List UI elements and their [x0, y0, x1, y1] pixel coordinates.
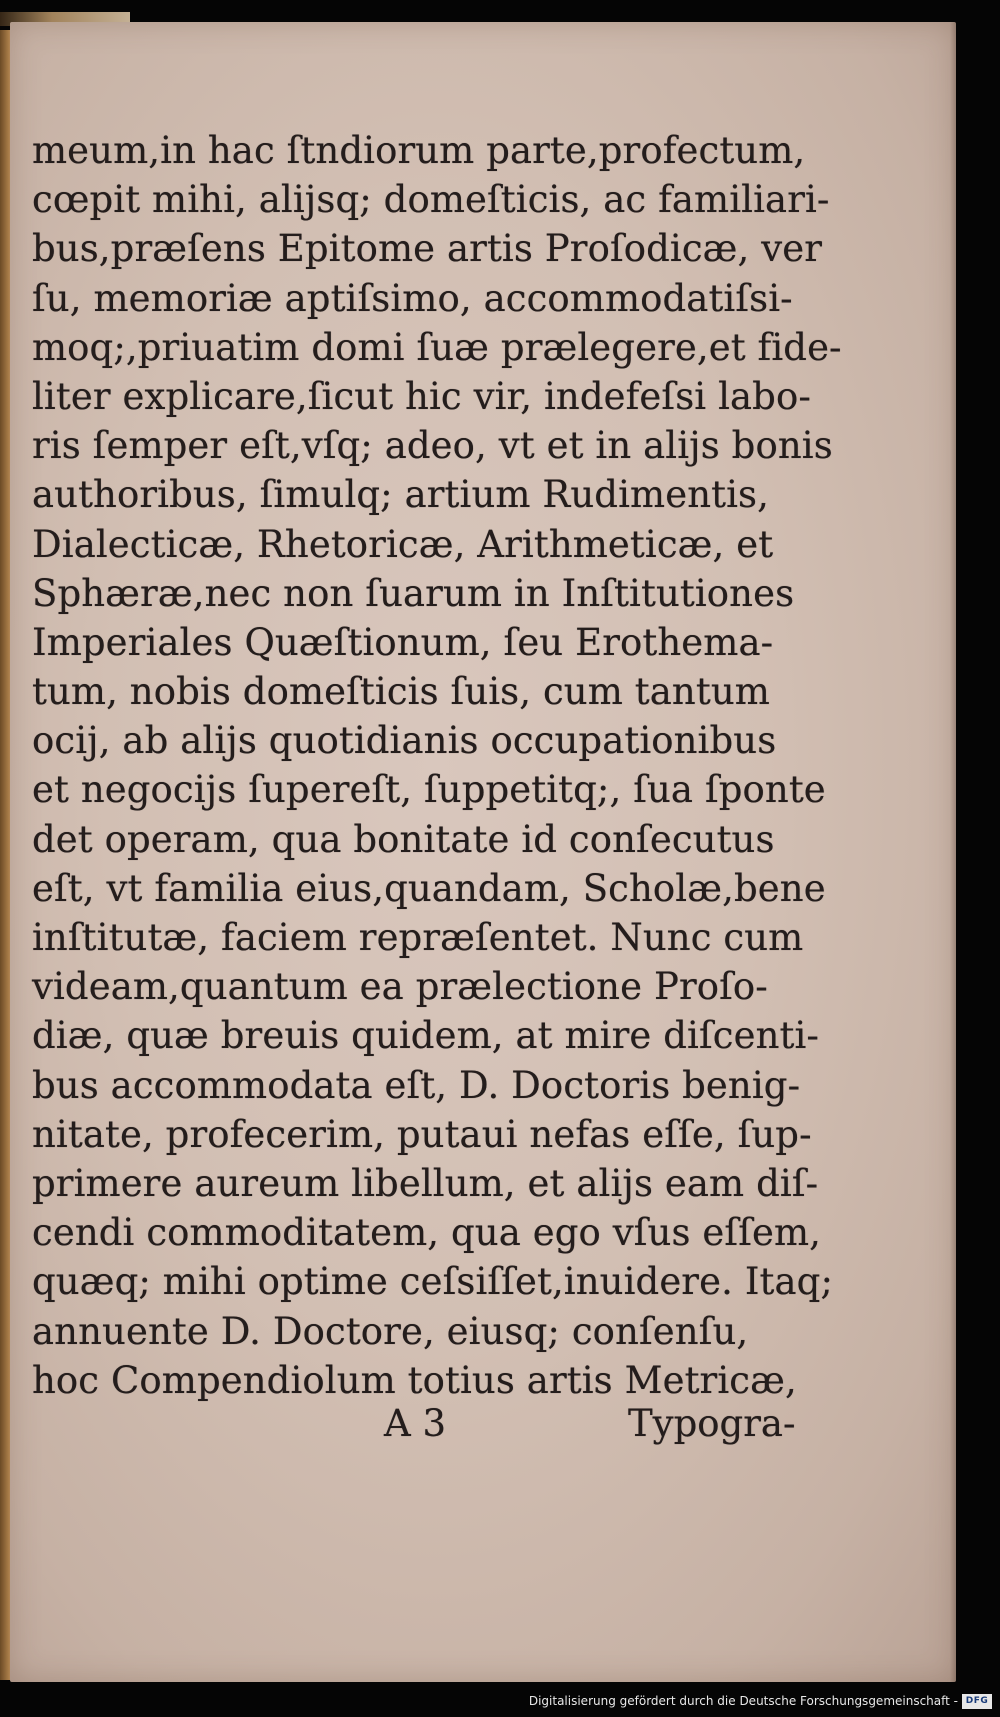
- text-line: meum,in hac ſtndiorum parte,profectum,: [32, 129, 806, 172]
- text-line: bus accommodata eſt, D. Doctoris benig-: [32, 1063, 801, 1107]
- text-line: det operam, qua bonitate id conſecutus: [32, 817, 775, 861]
- text-line: diæ, quæ breuis quidem, at mire diſcenti-: [32, 1014, 820, 1058]
- text-line: cœpit mihi, aliјsq; domeſticis, ac familiari-: [32, 178, 830, 222]
- text-line: inſtitutæ, faciem repræſentet. Nunc cum: [32, 916, 804, 959]
- text-line: et negocijs ſupereſt, ſuppetitq;, ſua ſponte: [32, 768, 826, 812]
- signature-mark: A 3: [384, 1402, 447, 1445]
- text-line: Imperiales Quæſtionum, ſeu Erothema-: [32, 620, 774, 664]
- text-line: Dialecticæ, Rhetoricæ, Arithmeticæ, et: [32, 522, 774, 566]
- book-page: [10, 22, 956, 1682]
- text-line: cendi commoditatem, qua ego vſus eſſem,: [32, 1211, 822, 1255]
- digitization-footer: [0, 1690, 1000, 1717]
- text-line: primere aureum libellum, et aliјs eam diſ-: [32, 1161, 819, 1205]
- text-line: videam,quantum ea prælectione Proſo-: [32, 965, 768, 1009]
- catchword: Typogra-: [628, 1402, 796, 1445]
- dfg-logo: DFG: [962, 1694, 992, 1709]
- text-line: nitate, profecerim, putaui nefas eſſe, ſup-: [32, 1112, 812, 1156]
- text-line: ocij, ab aliјs quotidianis occupationibus: [32, 719, 777, 763]
- text-line: moq;,priuatim domi ſuæ prælegere,et fide-: [32, 325, 842, 369]
- text-line: hoc Compendiolum totius artis Metricæ,: [32, 1358, 797, 1402]
- text-line: quæq; mihi optime ceſsiſſet,inuidere. Itaq;: [32, 1260, 834, 1304]
- text-line: tum, nobis domeſticis ſuis, cum tantum: [32, 670, 770, 714]
- text-line: authoribus, ſimulq; artium Rudimentis,: [32, 473, 769, 517]
- page-text-block: [32, 126, 932, 1405]
- text-line: bus,præſens Epitome artis Proſodicæ, ver: [32, 227, 823, 271]
- funding-credit: Digitalisierung gefördert durch die Deutsche Forschungsgemeinschaft -: [528, 1694, 958, 1708]
- text-line: ſu, memoriæ aptiſsimo, accommodatiſsi-: [32, 276, 793, 320]
- text-line: eſt, vt familia eius,quandam, Scholæ,bene: [32, 866, 826, 910]
- text-line: annuente D. Doctore, eiusq; conſenſu,: [32, 1309, 749, 1353]
- text-line: Sphæræ,nec non ſuarum in Inſtitutiones: [32, 571, 795, 615]
- page-foot: [10, 1402, 956, 1454]
- text-line: ris ſemper eſt,vſq; adeo, vt et in aliјs bonis: [32, 424, 833, 468]
- text-line: liter explicare,ſicut hic vir, indefeſsi labo-: [32, 374, 811, 418]
